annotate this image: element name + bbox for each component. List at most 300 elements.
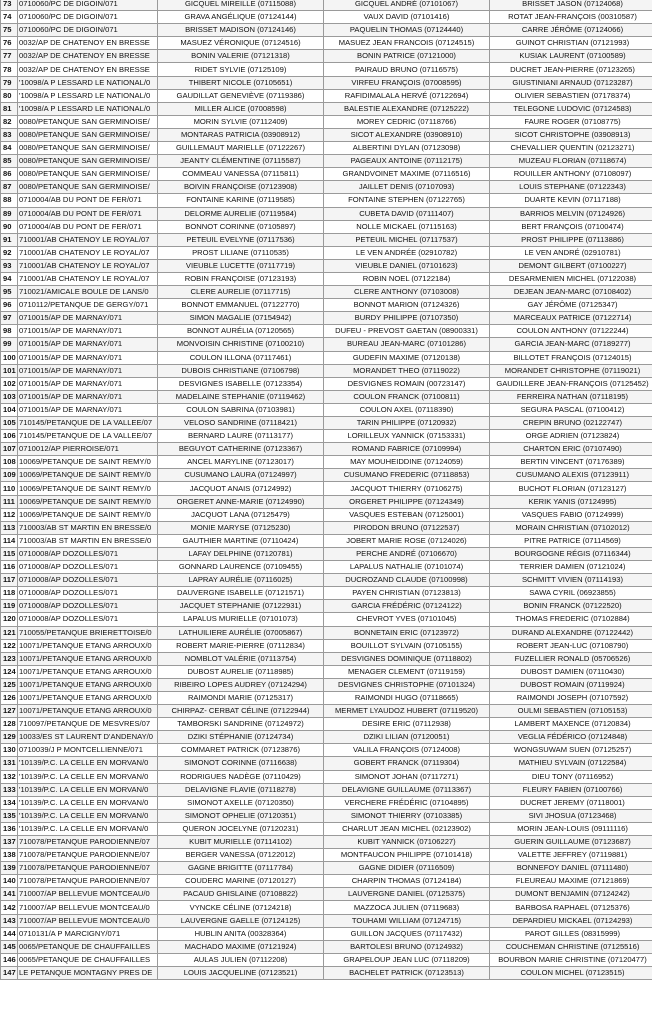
club-name-cell: 0710004/AB DU PONT DE FER/071 bbox=[18, 220, 158, 233]
row-number-cell: 139 bbox=[1, 862, 18, 875]
table-row bbox=[1, 377, 652, 390]
player-2-cell: GUILLON JACQUES (07117432) bbox=[324, 927, 490, 940]
row-number-cell: 105 bbox=[1, 417, 18, 430]
table-row bbox=[1, 50, 652, 63]
player-2-cell: BONIN PATRICE (07121000) bbox=[324, 50, 490, 63]
row-number-cell: 136 bbox=[1, 822, 18, 835]
player-2-cell: CHEVROT YVES (07101045) bbox=[324, 613, 490, 626]
table-row bbox=[1, 102, 652, 115]
row-number-cell: 92 bbox=[1, 246, 18, 259]
club-name-cell: '10139/P.C. LA CELLE EN MORVAN/0 bbox=[18, 822, 158, 835]
row-number-cell: 111 bbox=[1, 495, 18, 508]
player-2-cell: GOBERT FRANCK (07119304) bbox=[324, 757, 490, 770]
row-number-cell: 85 bbox=[1, 155, 18, 168]
player-2-cell: RAFIDIMALALA HERVÉ (07122694) bbox=[324, 89, 490, 102]
row-number-cell: 75 bbox=[1, 24, 18, 37]
row-number-cell: 90 bbox=[1, 220, 18, 233]
player-1-cell: SIMONOT OPHELIE (07120351) bbox=[158, 809, 324, 822]
row-number-cell: 94 bbox=[1, 272, 18, 285]
club-name-cell: 0710015/AP DE MARNAY/071 bbox=[18, 364, 158, 377]
player-2-cell: JOBERT MARIE ROSE (07124026) bbox=[324, 534, 490, 547]
table-row bbox=[1, 194, 652, 207]
player-2-cell: BONNETAIN ERIC (07123972) bbox=[324, 626, 490, 639]
player-3-cell: MORIN JEAN-LOUIS (09111116) bbox=[490, 822, 652, 835]
club-name-cell: 10069/PETANQUE DE SAINT REMY/0 bbox=[18, 495, 158, 508]
player-1-cell: PROST LILIANE (07110535) bbox=[158, 246, 324, 259]
player-3-cell: DUMONT BENJAMIN (07124242) bbox=[490, 888, 652, 901]
club-name-cell: 710007/AP BELLEVUE MONTCEAU/0 bbox=[18, 901, 158, 914]
player-1-cell: GAUDILLAT GENEVIÈVE (07119386) bbox=[158, 89, 324, 102]
player-1-cell: COMMEAU VANESSA (07115811) bbox=[158, 168, 324, 181]
player-1-cell: MONTARAS PATRICIA (03908912) bbox=[158, 128, 324, 141]
player-3-cell: SIVI JHOSUA (07123468) bbox=[490, 809, 652, 822]
player-2-cell: ROBIN NOEL (07122184) bbox=[324, 272, 490, 285]
row-number-cell: 132 bbox=[1, 770, 18, 783]
player-2-cell: SIMONOT JOHAN (07117271) bbox=[324, 770, 490, 783]
table-row bbox=[1, 456, 652, 469]
row-number-cell: 114 bbox=[1, 534, 18, 547]
row-number-cell: 134 bbox=[1, 796, 18, 809]
player-3-cell: DEMONT GILBERT (07100227) bbox=[490, 259, 652, 272]
player-1-cell: ANCEL MARYLINE (07123017) bbox=[158, 456, 324, 469]
player-3-cell: DUARTE KEVIN (07117188) bbox=[490, 194, 652, 207]
row-number-cell: 79 bbox=[1, 76, 18, 89]
player-1-cell: DAUVERGNE ISABELLE (07121571) bbox=[158, 587, 324, 600]
player-2-cell: VIEUBLE DANIEL (07101623) bbox=[324, 259, 490, 272]
table-row bbox=[1, 966, 652, 979]
player-1-cell: BERGER VANESSA (07122012) bbox=[158, 849, 324, 862]
club-name-cell: 0080/PETANQUE SAN GERMINOISE/ bbox=[18, 115, 158, 128]
player-1-cell: FONTAINE KARINE (07119585) bbox=[158, 194, 324, 207]
row-number-cell: 98 bbox=[1, 325, 18, 338]
table-row bbox=[1, 469, 652, 482]
table-row bbox=[1, 364, 652, 377]
player-2-cell: GRANDVOINET MAXIME (07116516) bbox=[324, 168, 490, 181]
club-name-cell: 0710131/A P MARCIGNY/071 bbox=[18, 927, 158, 940]
player-1-cell: BERNARD LAURE (07113177) bbox=[158, 430, 324, 443]
row-number-cell: 145 bbox=[1, 940, 18, 953]
row-number-cell: 101 bbox=[1, 364, 18, 377]
row-number-cell: 112 bbox=[1, 508, 18, 521]
player-2-cell: TOUHAMI WILLIAM (07124715) bbox=[324, 914, 490, 927]
table-row bbox=[1, 862, 652, 875]
player-2-cell: MAY MOUHEIDDINE (07124059) bbox=[324, 456, 490, 469]
row-number-cell: 106 bbox=[1, 430, 18, 443]
table-row bbox=[1, 626, 652, 639]
player-3-cell: PITRE PATRICE (07114569) bbox=[490, 534, 652, 547]
player-3-cell: KERIK YANIS (07124995) bbox=[490, 495, 652, 508]
player-3-cell: BERT FRANÇOIS (07100474) bbox=[490, 220, 652, 233]
row-number-cell: 125 bbox=[1, 678, 18, 691]
player-2-cell: LAUVERGNE DANIEL (07125375) bbox=[324, 888, 490, 901]
club-name-cell: 710055/PETANQUE BRIERETTOISE/0 bbox=[18, 626, 158, 639]
player-1-cell: MILLER ALICE (07008598) bbox=[158, 102, 324, 115]
player-1-cell: LOUIS JACQUELINE (07123521) bbox=[158, 966, 324, 979]
row-number-cell: 102 bbox=[1, 377, 18, 390]
club-name-cell: 0710008/AP DOZOLLES/071 bbox=[18, 600, 158, 613]
player-2-cell: BARTOLESI BRUNO (07124932) bbox=[324, 940, 490, 953]
player-1-cell: NOMBLOT VALÉRIE (07113754) bbox=[158, 652, 324, 665]
club-name-cell: 710001/AB CHATENOY LE ROYAL/07 bbox=[18, 233, 158, 246]
table-row bbox=[1, 652, 652, 665]
player-2-cell: DUCROZAND CLAUDE (07100998) bbox=[324, 574, 490, 587]
player-2-cell: LE VEN ANDRÉE (02910782) bbox=[324, 246, 490, 259]
table-row bbox=[1, 875, 652, 888]
club-name-cell: 710078/PETANQUE PARODIENNE/07 bbox=[18, 875, 158, 888]
player-2-cell: PAQUELIN THOMAS (07124440) bbox=[324, 24, 490, 37]
player-1-cell: BONNOT CORINNE (07105897) bbox=[158, 220, 324, 233]
row-number-cell: 108 bbox=[1, 456, 18, 469]
player-2-cell: DESVIGNES ROMAIN (00723147) bbox=[324, 377, 490, 390]
player-2-cell: COULON FRANCK (07100811) bbox=[324, 390, 490, 403]
row-number-cell: 73 bbox=[1, 0, 18, 11]
row-number-cell: 83 bbox=[1, 128, 18, 141]
club-name-cell: '10139/P.C. LA CELLE EN MORVAN/0 bbox=[18, 783, 158, 796]
table-row bbox=[1, 142, 652, 155]
player-1-cell: THIBERT NICOLE (07105651) bbox=[158, 76, 324, 89]
player-2-cell: GUDEFIN MAXIME (07120138) bbox=[324, 351, 490, 364]
player-1-cell: CUSUMANO LAURA (07124997) bbox=[158, 469, 324, 482]
row-number-cell: 84 bbox=[1, 142, 18, 155]
player-2-cell: ROMAND FABRICE (07109994) bbox=[324, 443, 490, 456]
player-3-cell: LE VEN ANDRÉ (02910781) bbox=[490, 246, 652, 259]
table-row bbox=[1, 155, 652, 168]
player-2-cell: GICQUEL ANDRÉ (07101067) bbox=[324, 0, 490, 11]
row-number-cell: 82 bbox=[1, 115, 18, 128]
player-1-cell: GUILLEMAUT MARIELLE (07122267) bbox=[158, 142, 324, 155]
player-3-cell: VEGLIA FÉDÉRICO (07124848) bbox=[490, 731, 652, 744]
player-3-cell: CHEVALLIER QUENTIN (02123271) bbox=[490, 142, 652, 155]
table-row bbox=[1, 233, 652, 246]
player-2-cell: JAILLET DENIS (07107093) bbox=[324, 181, 490, 194]
club-name-cell: 0032/AP DE CHATENOY EN BRESSE bbox=[18, 37, 158, 50]
player-1-cell: ROBERT MARIE-PIERRE (07112834) bbox=[158, 639, 324, 652]
table-row bbox=[1, 731, 652, 744]
player-3-cell: CARRE JÉRÔME (07124066) bbox=[490, 24, 652, 37]
table-row bbox=[1, 678, 652, 691]
player-3-cell: DURAND ALEXANDRE (07122442) bbox=[490, 626, 652, 639]
player-1-cell: PACAUD GHISLAINE (07108822) bbox=[158, 888, 324, 901]
club-name-cell: 0032/AP DE CHATENOY EN BRESSE bbox=[18, 50, 158, 63]
table-row bbox=[1, 299, 652, 312]
club-name-cell: 0710015/AP DE MARNAY/071 bbox=[18, 312, 158, 325]
club-name-cell: 0065/PETANQUE DE CHAUFFAILLES bbox=[18, 953, 158, 966]
table-row bbox=[1, 574, 652, 587]
table-row bbox=[1, 600, 652, 613]
row-number-cell: 117 bbox=[1, 574, 18, 587]
player-3-cell: ORGE ADRIEN (07123824) bbox=[490, 430, 652, 443]
table-row bbox=[1, 822, 652, 835]
table-row bbox=[1, 37, 652, 50]
row-number-cell: 131 bbox=[1, 757, 18, 770]
player-3-cell: LAMBERT MAXENCE (07120834) bbox=[490, 718, 652, 731]
player-2-cell: LORILLEUX YANNICK (07153331) bbox=[324, 430, 490, 443]
club-name-cell: 10071/PETANQUE ETANG ARROUX/0 bbox=[18, 652, 158, 665]
club-name-cell: 10069/PETANQUE DE SAINT REMY/0 bbox=[18, 482, 158, 495]
table-row bbox=[1, 390, 652, 403]
player-3-cell: MUZEAU FLORIAN (07118674) bbox=[490, 155, 652, 168]
club-name-cell: 710097/PETANQUE DE MESVRES/07 bbox=[18, 718, 158, 731]
club-name-cell: 0710039/J P MONTCELLIENNE/071 bbox=[18, 744, 158, 757]
row-number-cell: 103 bbox=[1, 390, 18, 403]
club-name-cell: '10139/P.C. LA CELLE EN MORVAN/0 bbox=[18, 796, 158, 809]
player-2-cell: CHARPIN THOMAS (07124184) bbox=[324, 875, 490, 888]
player-2-cell: BONNOT MARION (07124326) bbox=[324, 299, 490, 312]
table-row bbox=[1, 665, 652, 678]
row-number-cell: 142 bbox=[1, 901, 18, 914]
row-number-cell: 100 bbox=[1, 351, 18, 364]
row-number-cell: 144 bbox=[1, 927, 18, 940]
player-1-cell: GRAVA ANGÉLIQUE (07124144) bbox=[158, 11, 324, 24]
table-row bbox=[1, 246, 652, 259]
table-row bbox=[1, 927, 652, 940]
row-number-cell: 77 bbox=[1, 50, 18, 63]
row-number-cell: 146 bbox=[1, 953, 18, 966]
player-3-cell: OULMI SEBASTIEN (07105153) bbox=[490, 705, 652, 718]
player-3-cell: GARCIA JEAN-MARC (07189277) bbox=[490, 338, 652, 351]
table-row bbox=[1, 403, 652, 416]
player-1-cell: BEGUYOT CATHERINE (07123367) bbox=[158, 443, 324, 456]
player-3-cell: COUCHEMAN CHRISTINE (07125516) bbox=[490, 940, 652, 953]
player-3-cell: PAROT GILLES (08315999) bbox=[490, 927, 652, 940]
table-row bbox=[1, 338, 652, 351]
player-2-cell: SICOT ALEXANDRE (03908910) bbox=[324, 128, 490, 141]
table-row bbox=[1, 613, 652, 626]
club-name-cell: 10071/PETANQUE ETANG ARROUX/0 bbox=[18, 665, 158, 678]
table-row bbox=[1, 417, 652, 430]
player-3-cell: FAURE ROGER (07108775) bbox=[490, 115, 652, 128]
row-number-cell: 97 bbox=[1, 312, 18, 325]
club-name-cell: LE PETANQUE MONTAGNY PRES DE bbox=[18, 966, 158, 979]
player-2-cell: DESVIGNES DOMINIQUE (07118802) bbox=[324, 652, 490, 665]
player-1-cell: COULON SABRINA (07103981) bbox=[158, 403, 324, 416]
row-number-cell: 78 bbox=[1, 63, 18, 76]
player-3-cell: FLEURY FABIEN (07100766) bbox=[490, 783, 652, 796]
player-2-cell: LAPALUS NATHALIE (07101074) bbox=[324, 561, 490, 574]
row-number-cell: 96 bbox=[1, 299, 18, 312]
row-number-cell: 99 bbox=[1, 338, 18, 351]
player-1-cell: SIMONOT AXELLE (07120350) bbox=[158, 796, 324, 809]
row-number-cell: 110 bbox=[1, 482, 18, 495]
table-row bbox=[1, 796, 652, 809]
player-1-cell: BONIN VALERIE (07121318) bbox=[158, 50, 324, 63]
table-row bbox=[1, 914, 652, 927]
player-2-cell: KUBIT YANNICK (07106227) bbox=[324, 836, 490, 849]
table-row bbox=[1, 430, 652, 443]
row-number-cell: 122 bbox=[1, 639, 18, 652]
club-name-cell: 710001/AB CHATENOY LE ROYAL/07 bbox=[18, 259, 158, 272]
player-1-cell: LAPRAY AURÉLIE (07116025) bbox=[158, 574, 324, 587]
club-name-cell: 0710008/AP DOZOLLES/071 bbox=[18, 547, 158, 560]
table-row bbox=[1, 953, 652, 966]
table-row bbox=[1, 351, 652, 364]
player-2-cell: SIMONOT THIERRY (07103385) bbox=[324, 809, 490, 822]
club-name-cell: 0710004/AB DU PONT DE FER/071 bbox=[18, 194, 158, 207]
player-3-cell: ROTAT JEAN-FRANÇOIS (00310587) bbox=[490, 11, 652, 24]
table-row bbox=[1, 521, 652, 534]
player-1-cell: MACHADO MAXIME (07121924) bbox=[158, 940, 324, 953]
table-row bbox=[1, 89, 652, 102]
player-2-cell: DELAVIGNE GUILLAUME (07113367) bbox=[324, 783, 490, 796]
player-3-cell: DESARMENIEN MICHEL (07122038) bbox=[490, 272, 652, 285]
row-number-cell: 120 bbox=[1, 613, 18, 626]
club-name-cell: 10071/PETANQUE ETANG ARROUX/0 bbox=[18, 705, 158, 718]
player-1-cell: QUERON JOCELYNE (07120231) bbox=[158, 822, 324, 835]
player-2-cell: DUFEU - PREVOST GAETAN (08900331) bbox=[324, 325, 490, 338]
table-row bbox=[1, 744, 652, 757]
player-1-cell: DELAVIGNE FLAVIE (07118278) bbox=[158, 783, 324, 796]
club-name-cell: 0710015/AP DE MARNAY/071 bbox=[18, 325, 158, 338]
player-2-cell: PERCHE ANDRÉ (07106670) bbox=[324, 547, 490, 560]
row-number-cell: 91 bbox=[1, 233, 18, 246]
club-name-cell: 710001/AB CHATENOY LE ROYAL/07 bbox=[18, 272, 158, 285]
row-number-cell: 121 bbox=[1, 626, 18, 639]
player-2-cell: CUSUMANO FREDERIC (07118853) bbox=[324, 469, 490, 482]
table-row bbox=[1, 443, 652, 456]
player-3-cell: DUCRET JEREMY (07118001) bbox=[490, 796, 652, 809]
club-name-cell: 0710015/AP DE MARNAY/071 bbox=[18, 377, 158, 390]
player-2-cell: GRAPELOUP JEAN LUC (07118209) bbox=[324, 953, 490, 966]
club-name-cell: 0710112/PETANQUE DE GERGY/071 bbox=[18, 299, 158, 312]
player-1-cell: MORIN SYLVIE (07112409) bbox=[158, 115, 324, 128]
player-3-cell: SICOT CHRISTOPHE (03908913) bbox=[490, 128, 652, 141]
table-row bbox=[1, 639, 652, 652]
table-row bbox=[1, 168, 652, 181]
club-name-cell: 10071/PETANQUE ETANG ARROUX/0 bbox=[18, 691, 158, 704]
player-1-cell: BONNOT AURÉLIA (07120565) bbox=[158, 325, 324, 338]
club-name-cell: '10098/A P LESSARD LE NATIONAL/0 bbox=[18, 76, 158, 89]
player-1-cell: BRISSET MADISON (07124146) bbox=[158, 24, 324, 37]
player-3-cell: BOURBON MARIE CHRISTINE (07120477) bbox=[490, 953, 652, 966]
table-row bbox=[1, 259, 652, 272]
player-1-cell: AULAS JULIEN (07112208) bbox=[158, 953, 324, 966]
player-2-cell: DZIKI LILIAN (07120051) bbox=[324, 731, 490, 744]
table-row bbox=[1, 495, 652, 508]
player-1-cell: CHIRPAZ- CERBAT CÉLINE (07122944) bbox=[158, 705, 324, 718]
player-2-cell: VAUX DAVID (07101416) bbox=[324, 11, 490, 24]
player-3-cell: SCHMITT VIVIEN (07114193) bbox=[490, 574, 652, 587]
club-name-cell: 710078/PETANQUE PARODIENNE/07 bbox=[18, 862, 158, 875]
player-3-cell: VASQUES FABIO (07124999) bbox=[490, 508, 652, 521]
club-name-cell: 0710060/PC DE DIGOIN/071 bbox=[18, 24, 158, 37]
club-name-cell: 710003/AB ST MARTIN EN BRESSE/0 bbox=[18, 534, 158, 547]
club-name-cell: '10098/A P LESSARD LE NATIONAL/0 bbox=[18, 102, 158, 115]
player-1-cell: DESVIGNES ISABELLE (07123354) bbox=[158, 377, 324, 390]
player-1-cell: LAFAY DELPHINE (07120781) bbox=[158, 547, 324, 560]
club-name-cell: 710145/PETANQUE DE LA VALLEE/07 bbox=[18, 430, 158, 443]
table-row bbox=[1, 705, 652, 718]
player-3-cell: BOURGOGNE RÉGIS (07116344) bbox=[490, 547, 652, 560]
table-row bbox=[1, 325, 652, 338]
player-2-cell: GARCIA FRÉDÉRIC (07124122) bbox=[324, 600, 490, 613]
player-1-cell: LAPALUS MURIELLE (07101073) bbox=[158, 613, 324, 626]
player-2-cell: MENAGER CLEMENT (07119159) bbox=[324, 665, 490, 678]
club-name-cell: 0080/PETANQUE SAN GERMINOISE/ bbox=[18, 142, 158, 155]
row-number-cell: 118 bbox=[1, 587, 18, 600]
club-name-cell: 0710008/AP DOZOLLES/071 bbox=[18, 561, 158, 574]
club-name-cell: 0710004/AB DU PONT DE FER/071 bbox=[18, 207, 158, 220]
player-3-cell: MARCEAUX PATRICE (07122714) bbox=[490, 312, 652, 325]
table-row bbox=[1, 691, 652, 704]
player-1-cell: JACQUET STEPHANIE (07122931) bbox=[158, 600, 324, 613]
player-2-cell: TARIN PHILIPPE (07120932) bbox=[324, 417, 490, 430]
player-2-cell: BUREAU JEAN-MARC (07101286) bbox=[324, 338, 490, 351]
table-row bbox=[1, 0, 652, 11]
club-name-cell: 0080/PETANQUE SAN GERMINOISE/ bbox=[18, 155, 158, 168]
player-3-cell: RAIMONDI JOSEPH (07107592) bbox=[490, 691, 652, 704]
club-name-cell: 710007/AP BELLEVUE MONTCEAU/0 bbox=[18, 914, 158, 927]
table-row bbox=[1, 888, 652, 901]
player-2-cell: PAYEN CHRISTIAN (07123813) bbox=[324, 587, 490, 600]
player-1-cell: DUBOST AURELIE (07118985) bbox=[158, 665, 324, 678]
player-1-cell: VYNCKE CÉLINE (07124218) bbox=[158, 901, 324, 914]
player-3-cell: LOUIS STEPHANE (07122343) bbox=[490, 181, 652, 194]
player-3-cell: CUSUMANO ALEXIS (07123911) bbox=[490, 469, 652, 482]
player-1-cell: HUBLIN ANITA (00328364) bbox=[158, 927, 324, 940]
club-name-cell: '10139/P.C. LA CELLE EN MORVAN/0 bbox=[18, 757, 158, 770]
player-3-cell: DIEU TONY (07116952) bbox=[490, 770, 652, 783]
row-number-cell: 109 bbox=[1, 469, 18, 482]
table-row bbox=[1, 849, 652, 862]
player-3-cell: DEPARDIEU MICKAEL (07124293) bbox=[490, 914, 652, 927]
player-3-cell: WONGSUWAM SUEN (07125257) bbox=[490, 744, 652, 757]
player-2-cell: JACQUOT THIERRY (07106275) bbox=[324, 482, 490, 495]
table-row bbox=[1, 272, 652, 285]
club-name-cell: 710003/AB ST MARTIN EN BRESSE/0 bbox=[18, 521, 158, 534]
row-number-cell: 140 bbox=[1, 875, 18, 888]
table-row bbox=[1, 286, 652, 299]
table-row bbox=[1, 534, 652, 547]
club-name-cell: 10071/PETANQUE ETANG ARROUX/0 bbox=[18, 639, 158, 652]
player-3-cell: BRISSET JASON (07124068) bbox=[490, 0, 652, 11]
player-2-cell: ALBERTINI DYLAN (07123098) bbox=[324, 142, 490, 155]
player-3-cell: FUZELLIER RONALD (05706526) bbox=[490, 652, 652, 665]
club-name-cell: 710145/PETANQUE DE LA VALLEE/07 bbox=[18, 417, 158, 430]
player-1-cell: DZIKI STÉPHANIE (07124734) bbox=[158, 731, 324, 744]
player-2-cell: MASUEZ JEAN FRANCOIS (07124515) bbox=[324, 37, 490, 50]
table-row bbox=[1, 181, 652, 194]
player-1-cell: SIMONOT CORINNE (07116638) bbox=[158, 757, 324, 770]
row-number-cell: 88 bbox=[1, 194, 18, 207]
player-2-cell: MAZZOCA JULIEN (07119683) bbox=[324, 901, 490, 914]
player-2-cell: VASQUES ESTEBAN (07125001) bbox=[324, 508, 490, 521]
row-number-cell: 147 bbox=[1, 966, 18, 979]
table-row bbox=[1, 718, 652, 731]
table-row bbox=[1, 783, 652, 796]
row-number-cell: 133 bbox=[1, 783, 18, 796]
player-3-cell: COULON MICHEL (07123515) bbox=[490, 966, 652, 979]
player-2-cell: MERMET LYAUDOZ HUBERT (07119520) bbox=[324, 705, 490, 718]
row-number-cell: 116 bbox=[1, 561, 18, 574]
player-2-cell: COULON AXEL (07118390) bbox=[324, 403, 490, 416]
player-1-cell: COUDERC MARINE (07120127) bbox=[158, 875, 324, 888]
player-3-cell: FLEUREAU MAXIME (07121869) bbox=[490, 875, 652, 888]
player-2-cell: CLERE ANTHONY (07103008) bbox=[324, 286, 490, 299]
club-name-cell: 710078/PETANQUE PARODIENNE/07 bbox=[18, 849, 158, 862]
player-2-cell: GAGNE DIDIER (07116509) bbox=[324, 862, 490, 875]
club-name-cell: 10069/PETANQUE DE SAINT REMY/0 bbox=[18, 456, 158, 469]
player-3-cell: BARBOSA RAPHAEL (07125376) bbox=[490, 901, 652, 914]
player-1-cell: BOIVIN FRANÇOISE (07123908) bbox=[158, 181, 324, 194]
club-name-cell: 0710015/AP DE MARNAY/071 bbox=[18, 403, 158, 416]
row-number-cell: 115 bbox=[1, 547, 18, 560]
table-row bbox=[1, 770, 652, 783]
row-number-cell: 123 bbox=[1, 652, 18, 665]
player-2-cell: BOUILLOT SYLVAIN (07105155) bbox=[324, 639, 490, 652]
player-2-cell: FONTAINE STEPHEN (07122765) bbox=[324, 194, 490, 207]
player-1-cell: RIBEIRO LOPES AUDREY (07124294) bbox=[158, 678, 324, 691]
player-3-cell: BONIN FRANCK (07122520) bbox=[490, 600, 652, 613]
